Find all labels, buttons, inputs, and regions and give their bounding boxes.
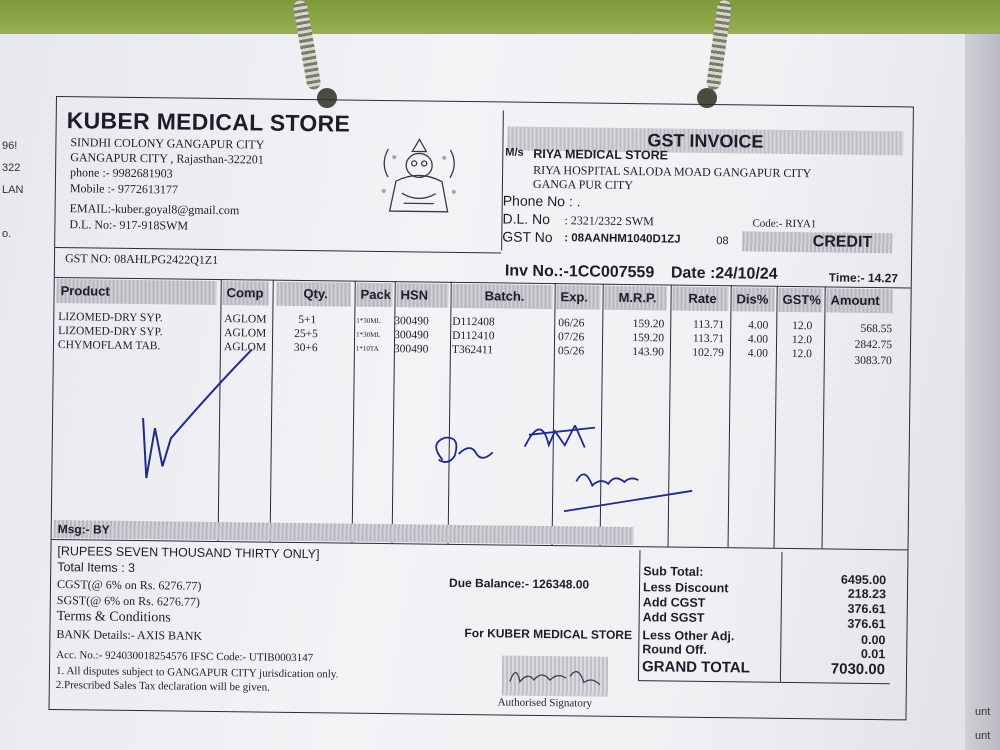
col-header-hsn: HSN	[396, 283, 448, 308]
col-header-comp: Comp	[222, 281, 268, 306]
store-phone: phone :- 9982681903	[69, 165, 173, 181]
col-header-qty: Qty.	[276, 282, 350, 307]
margin-text: unt	[975, 706, 991, 718]
customer-gst-value: : 08AANHM1040D1ZJ	[564, 232, 681, 246]
cell-comp: AGLOM	[223, 341, 267, 354]
cell-exp: 06/26	[558, 317, 585, 330]
bank-details: BANK Details:- AXIS BANK	[56, 627, 203, 643]
signature-stamp	[502, 655, 608, 696]
col-header-amount: Amount	[826, 288, 892, 313]
margin-text: o.	[2, 228, 12, 240]
cell-hsn: 300490	[393, 343, 429, 356]
store-address-2: GANGAPUR CITY , Rajasthan-322201	[70, 150, 264, 167]
total-items: Total Items : 3	[57, 560, 136, 576]
cell-exp: 05/26	[557, 345, 585, 358]
column-rule	[822, 286, 826, 548]
col-header-mrp: M.R.P.	[604, 286, 666, 311]
amount-in-words: [RUPEES SEVEN THOUSAND THIRTY ONLY]	[57, 544, 320, 562]
cell-batch: T362411	[451, 343, 494, 357]
total-value: 376.61	[847, 616, 886, 632]
total-value: 376.61	[847, 601, 886, 617]
total-value: 6495.00	[840, 572, 887, 588]
col-header-exp: Exp.	[556, 285, 600, 310]
total-label: Less Discount	[642, 580, 729, 596]
invoice-title: GST INVOICE	[507, 127, 903, 156]
total-label: Sub Total:	[643, 564, 704, 579]
customer-gst-suffix: 08	[716, 235, 729, 248]
cell-comp: AGLOM	[224, 327, 267, 340]
customer-gst-label: GST No	[502, 228, 553, 246]
cell-rate: 102.79	[692, 346, 724, 360]
col-header-product: Product	[56, 279, 216, 305]
total-label: Round Off.	[642, 642, 707, 657]
cell-batch: D112410	[452, 329, 495, 343]
cell-hsn: 300490	[394, 329, 429, 342]
signature-scribble	[502, 655, 608, 696]
cell-amount: 2842.75	[854, 338, 893, 352]
cell-dis: 4.00	[748, 319, 769, 332]
cell-mrp: 143.90	[632, 346, 664, 359]
total-label: Less Other Adj.	[642, 628, 735, 644]
message-bar: Msg:- BY	[54, 520, 634, 545]
page-edge-shadow	[965, 34, 1000, 750]
customer-prefix: M/s	[505, 146, 524, 159]
cell-product: CHYMOFLAM TAB.	[57, 339, 161, 353]
store-gst: GST NO: 08AHLPG2422Q1Z1	[64, 251, 219, 267]
total-value: 0.00	[860, 632, 886, 648]
terms-line-1: 1. All disputes subject to GANGAPUR CITY jurisdication only.	[55, 665, 339, 681]
cell-batch: D112408	[452, 315, 495, 329]
margin-text: 96!	[2, 140, 18, 152]
margin-text: LAN	[2, 184, 24, 196]
cell-gst: 12.0	[792, 320, 813, 333]
customer-box	[501, 110, 908, 255]
customer-phone: Phone No : .	[502, 192, 581, 210]
invoice-number: Inv No.:-1CC007559	[504, 262, 655, 282]
column-rule	[774, 286, 778, 548]
total-value: 0.01	[860, 646, 886, 662]
cell-pack: 1*10TA	[355, 344, 379, 353]
totals-box-rule	[638, 550, 641, 680]
cell-product: LIZOMED-DRY SYP.	[58, 325, 163, 339]
cell-exp: 07/26	[558, 331, 585, 344]
col-header-dis: Dis%	[732, 287, 774, 312]
customer-address-1: RIYA HOSPITAL SALODA MOAD GANGAPUR CITY	[533, 162, 812, 181]
authorised-signatory: Authorised Signatory	[497, 696, 593, 710]
total-label: Add CGST	[642, 595, 706, 610]
for-store: For KUBER MEDICAL STORE	[464, 626, 633, 643]
cell-gst: 12.0	[791, 348, 812, 361]
cell-rate: 113.71	[692, 318, 725, 332]
customer-address-2: GANGA PUR CITY	[532, 176, 634, 193]
grand-total-value: 7030.00	[830, 660, 886, 679]
cell-gst: 12.0	[791, 334, 813, 347]
customer-code: Code:- RIYA1	[752, 217, 817, 231]
cgst-line: CGST(@ 6% on Rs. 6276.77)	[56, 577, 202, 593]
store-name: KUBER MEDICAL STORE	[66, 107, 351, 137]
cell-hsn: 300490	[394, 315, 429, 328]
cell-product: LIZOMED-DRY SYP.	[58, 311, 163, 325]
totals-box-rule	[638, 680, 890, 684]
margin-text: unt	[975, 730, 991, 742]
margin-text: 322	[2, 162, 21, 174]
col-header-pack: Pack	[356, 283, 392, 307]
column-rule	[352, 281, 356, 543]
cell-dis: 4.00	[747, 333, 769, 346]
customer-dl-label: D.L. No	[502, 210, 551, 228]
cell-comp: AGLOM	[224, 313, 267, 326]
total-label: Add SGST	[642, 610, 705, 625]
invoice-time: Time:- 14.27	[828, 270, 899, 286]
store-mobile: Mobile :- 9772613177	[69, 181, 178, 197]
cell-rate: 113.71	[692, 332, 725, 346]
account-number: Acc. No.:- 924030018254576 IFSC Code:- UTIB0003147	[56, 649, 314, 665]
col-header-batch: Batch.	[452, 284, 552, 309]
store-dl: D.L. No:- 917-918SWM	[69, 217, 189, 233]
cell-qty: 5+1	[298, 313, 317, 327]
col-header-gst: GST%	[778, 288, 822, 313]
due-balance: Due Balance:- 126348.00	[448, 575, 590, 592]
cell-pack: 1*30ML	[356, 330, 381, 339]
total-value: 218.23	[847, 586, 887, 602]
terms-heading: Terms & Conditions	[56, 609, 171, 626]
cell-qty: 30+6	[293, 341, 318, 355]
customer-name: RIYA MEDICAL STORE	[533, 146, 669, 163]
deity-emblem-icon	[373, 133, 464, 224]
invoice-document	[48, 96, 913, 720]
cell-amount: 568.55	[860, 322, 893, 336]
totals-box-rule	[780, 552, 783, 682]
grand-total-label: GRAND TOTAL	[641, 658, 750, 677]
cell-dis: 4.00	[747, 347, 768, 360]
cell-mrp: 159.20	[632, 318, 665, 331]
handwritten-check-mark	[132, 348, 274, 500]
cell-qty: 25+5	[294, 327, 318, 341]
cell-pack: 1*30ML	[356, 316, 381, 325]
cell-amount: 3083.70	[854, 354, 892, 368]
cell-mrp: 159.20	[632, 332, 665, 345]
store-email: EMAIL:-kuber.goyal8@gmail.com	[69, 201, 240, 218]
invoice-date: Date :24/10/24	[670, 264, 778, 283]
store-address-1: SINDHI COLONY GANGAPUR CITY	[70, 135, 265, 152]
payment-mode: CREDIT	[742, 231, 892, 253]
sgst-line: SGST(@ 6% on Rs. 6276.77)	[56, 593, 200, 609]
customer-dl-value: : 2321/2322 SWM	[564, 213, 654, 229]
col-header-rate: Rate	[672, 287, 728, 312]
terms-line-2: 2.Prescribed Sales Tax declaration will be given.	[55, 679, 270, 694]
